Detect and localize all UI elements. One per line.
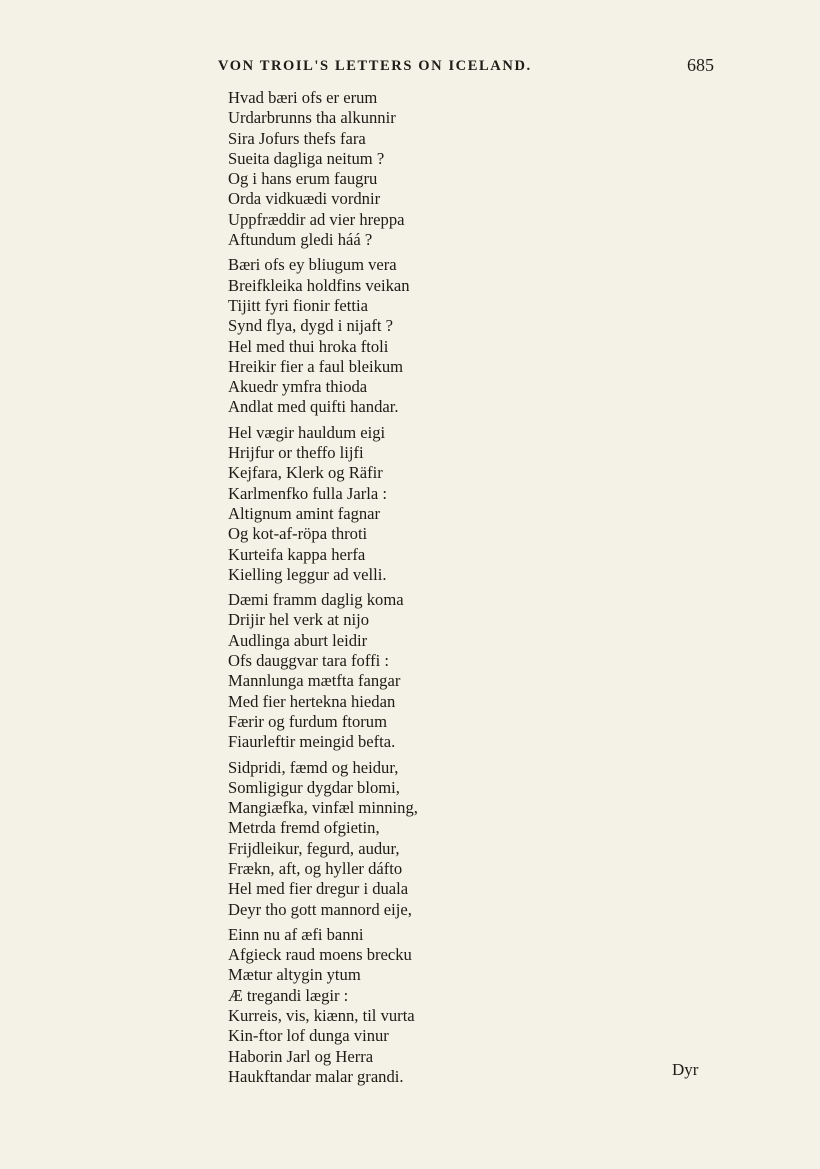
verse-line: Med fier hertekna hiedan [228, 691, 396, 711]
verse-line: Bæri ofs ey bliugum vera [228, 255, 397, 275]
running-head: VON TROIL'S LETTERS ON ICELAND. [218, 58, 532, 74]
page-number: 685 [687, 55, 714, 75]
verse-line: Hvad bæri ofs er erum [228, 88, 378, 107]
verse-line: Uppfræddir ad vier hreppa [228, 209, 405, 229]
verse-line: Frækn, aft, og hyller dáfto [228, 858, 403, 878]
verse-line: Tijitt fyri fionir fettia [228, 295, 368, 315]
stanza [228, 925, 648, 1087]
verse-line: Dæmi framm daglig koma [228, 590, 404, 610]
verse-line: Sidpridi, fæmd og heidur, [228, 757, 399, 777]
verse-line: Breifkleika holdfins veikan [228, 275, 410, 295]
verse-line: Karlmenfko fulla Jarla : [228, 483, 387, 503]
verse-line: Haukftandar malar grandi. [228, 1066, 404, 1086]
verse-line: Æ tregandi lægir : [228, 985, 349, 1005]
stanza [228, 255, 648, 417]
verse-line: Haborin Jarl og Herra [228, 1046, 374, 1066]
verse-line: Kin-ftor lof dunga vinur [228, 1026, 389, 1046]
verse-line: Og i hans erum faugru [228, 169, 378, 189]
verse-line: Frijdleikur, fegurd, audur, [228, 838, 400, 858]
verse-line: Akuedr ymfra thioda [228, 377, 368, 397]
page-header [218, 55, 718, 82]
verse-line: Deyr tho gott mannord eije, [228, 899, 412, 919]
verse-line: Kurteifa kappa herfa [228, 544, 366, 564]
stanza [228, 88, 648, 250]
verse-line: Altignum amint fagnar [228, 503, 381, 523]
verse-line: Andlat med quifti handar. [228, 397, 399, 417]
verse-line: Afgieck raud moens brecku [228, 945, 412, 965]
verse-line: Sueita dagliga neitum ? [228, 148, 385, 168]
verse-line: Einn nu af æfi banni [228, 924, 364, 944]
verse-line: Mannlunga mætfta fangar [228, 671, 401, 691]
verse-line: Synd flya, dygd i nijaft ? [228, 316, 393, 336]
verse-line: Urdarbrunns tha alkunnir [228, 108, 396, 128]
verse-line: Kurreis, vis, kiænn, til vurta [228, 1006, 415, 1026]
verse-line: Kejfara, Klerk og Räfir [228, 463, 383, 483]
verse-line: Hel med thui hroka ftoli [228, 336, 389, 356]
verse-line: Metrda fremd ofgietin, [228, 818, 380, 838]
catchword: Dyr [672, 1060, 699, 1079]
stanza [228, 758, 648, 920]
verse-line: Færir og furdum ftorum [228, 711, 388, 731]
verse-line: Hrijfur or theffo lijfi [228, 443, 364, 463]
verse-line: Sira Jofurs thefs fara [228, 128, 366, 148]
verse-line: Aftundum gledi háá ? [228, 230, 373, 250]
verse-line: Drijir hel verk at nijo [228, 610, 370, 630]
stanza [228, 590, 648, 752]
verse-line: Kielling leggur ad velli. [228, 564, 387, 584]
stanza [228, 423, 648, 585]
verse-line: Ofs dauggvar tara foffi : [228, 651, 389, 671]
verse-line: Mangiæfka, vinfæl minning, [228, 798, 418, 818]
verse-line: Og kot-af-röpa throti [228, 524, 368, 544]
verse-line: Hel med fier dregur i duala [228, 879, 409, 899]
poem-body [228, 88, 648, 1092]
verse-line: Hel vægir hauldum eigi [228, 422, 386, 442]
verse-line: Audlinga aburt leidir [228, 630, 368, 650]
verse-line: Orda vidkuædi vordnir [228, 189, 381, 209]
verse-line: Hreikir fier a faul bleikum [228, 356, 404, 376]
verse-line: Fiaurleftir meingid befta. [228, 732, 396, 752]
verse-line: Somligigur dygdar blomi, [228, 777, 400, 797]
verse-line: Mætur altygin ytum [228, 965, 361, 985]
